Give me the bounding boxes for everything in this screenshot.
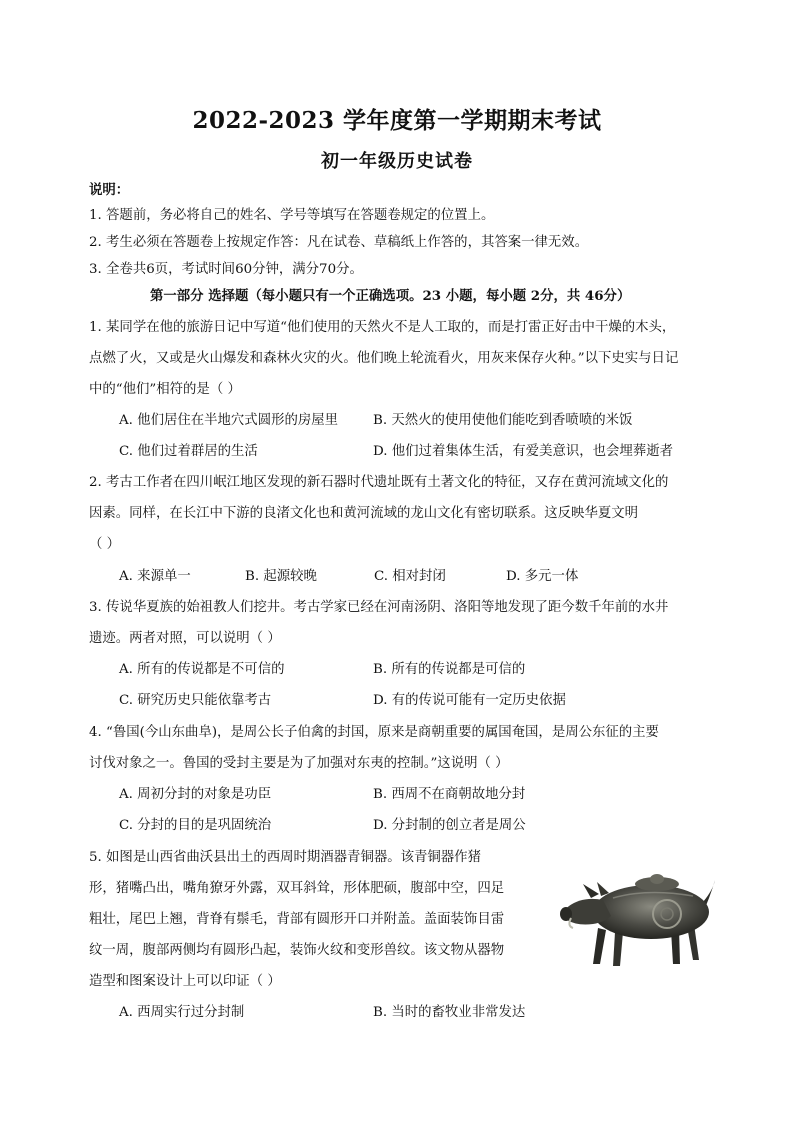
instruction-item: 3. 全卷共6页，考试时间60分钟，满分70分。 — [89, 262, 363, 277]
question-text: 点燃了火，又或是火山爆发和森林火灾的火。他们晚上轮流看火，用灰来保存火种。”以下史实与日记 — [89, 351, 679, 366]
option-c: C. 他们过着群居的生活 — [119, 444, 258, 459]
option-b: B. 当时的畜牧业非常发达 — [373, 1005, 526, 1020]
option-d: D. 分封制的创立者是周公 — [373, 818, 526, 833]
question-text: 纹一周，腹部两侧均有圆形凸起，装饰火纹和变形兽纹。该文物从器物 — [89, 943, 505, 958]
question-text: 4. “鲁国(今山东曲阜)，是周公长子伯禽的封国，原来是商朝重要的属国奄国，是周公东征的主要 — [89, 725, 659, 740]
question-text: 遗迹。两者对照，可以说明（ ） — [89, 631, 281, 646]
option-b: B. 起源较晚 — [245, 569, 317, 584]
question-text: 5. 如图是山西省曲沃县出土的西周时期酒器青铜器。该青铜器作猪 — [89, 850, 481, 865]
option-a: A. 他们居住在半地穴式圆形的房屋里 — [119, 413, 339, 428]
exam-subtitle: 初一年级历史试卷 — [321, 151, 473, 172]
question-text: 因素。同样，在长江中下游的良渚文化也和黄河流域的龙山文化有密切联系。这反映华夏文明 — [89, 506, 639, 521]
question-text: 造型和图案设计上可以印证（ ） — [89, 974, 281, 989]
option-c: C. 研究历史只能依靠考古 — [119, 693, 272, 708]
instructions-heading: 说明： — [89, 182, 130, 198]
question-text: 1. 某同学在他的旅游日记中写道“他们使用的天然火不是人工取的，而是打雷正好击中干燥的木头， — [89, 320, 676, 335]
option-c: C. 相对封闭 — [374, 569, 446, 584]
option-a: A. 所有的传说都是不可信的 — [119, 662, 285, 677]
option-b: B. 西周不在商朝故地分封 — [373, 787, 526, 802]
question-text: 形，猪嘴凸出，嘴角獠牙外露，双耳斜耸，形体肥硕，腹部中空，四足 — [89, 881, 505, 896]
question-text: （ ） — [89, 537, 121, 552]
section-title: 第一部分 选择题（每小题只有一个正确选项。23 小题，每小题 2分，共 46分） — [150, 288, 631, 304]
question-text: 3. 传说华夏族的始祖教人们挖井。考古学家已经在河南汤阴、洛阳等地发现了距今数千年前的水井 — [89, 600, 669, 615]
question-text: 中的“他们”相符的是（ ） — [89, 382, 241, 397]
bronze-pig-vessel-image — [553, 860, 723, 970]
instruction-item: 1. 答题前，务必将自己的姓名、学号等填写在答题卷规定的位置上。 — [89, 208, 495, 223]
option-d: D. 他们过着集体生活，有爱美意识，也会埋葬逝者 — [373, 444, 673, 459]
question-text: 讨伐对象之一。鲁国的受封主要是为了加强对东夷的控制。”这说明（ ） — [89, 756, 509, 771]
option-a: A. 周初分封的对象是功臣 — [119, 787, 272, 802]
question-text: 2. 考古工作者在四川岷江地区发现的新石器时代遗址既有土著文化的特征，又存在黄河流域文化的 — [89, 475, 669, 490]
question-text: 粗壮，尾巴上翘，背脊有鬃毛，背部有圆形开口并附盖。盖面装饰目雷 — [89, 912, 505, 927]
option-a: A. 西周实行过分封制 — [119, 1005, 245, 1020]
exam-title: 2022-2023 学年度第一学期期末考试 — [192, 107, 602, 134]
instruction-item: 2. 考生必须在答题卷上按规定作答：凡在试卷、草稿纸上作答的，其答案一律无效。 — [89, 235, 589, 250]
option-c: C. 分封的目的是巩固统治 — [119, 818, 272, 833]
option-d: D. 有的传说可能有一定历史依据 — [373, 693, 566, 708]
option-a: A. 来源单一 — [119, 569, 191, 584]
option-b: B. 天然火的使用使他们能吃到香喷喷的米饭 — [373, 413, 633, 428]
option-b: B. 所有的传说都是可信的 — [373, 662, 526, 677]
option-d: D. 多元一体 — [506, 569, 579, 584]
